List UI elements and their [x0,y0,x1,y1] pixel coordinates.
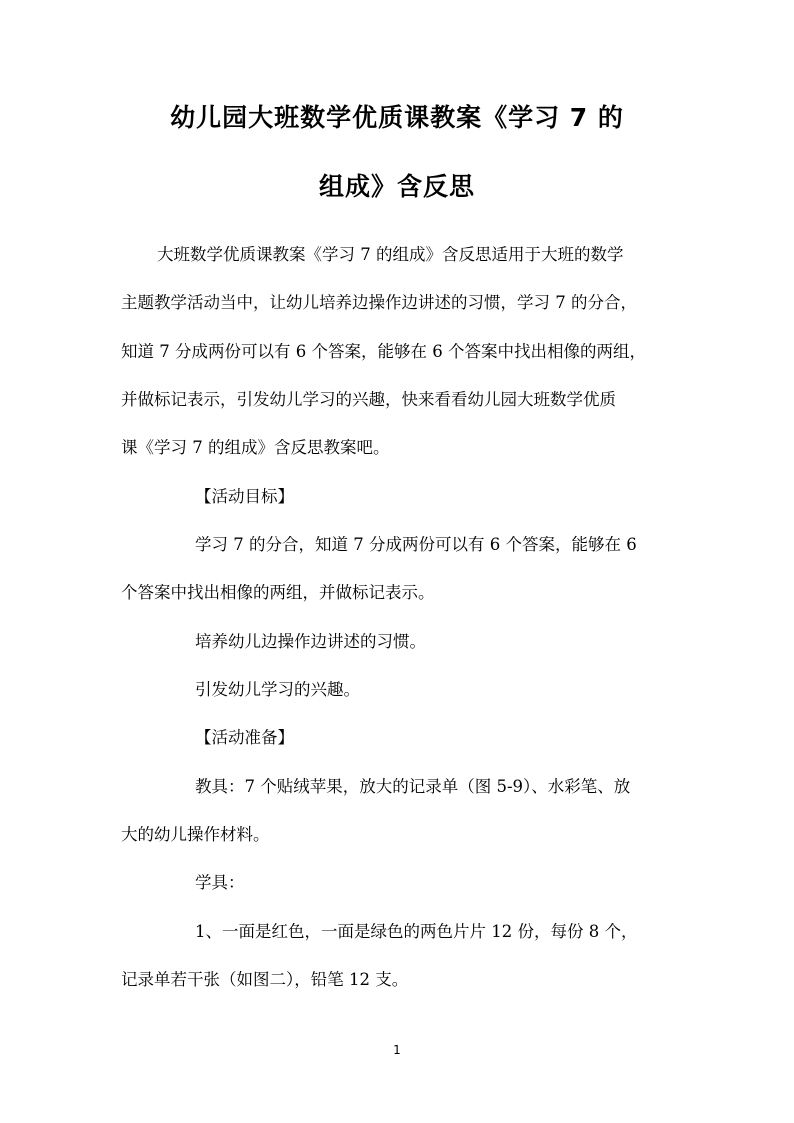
goal-3: 引发幼儿学习的兴趣。 [195,680,360,699]
intro-line-1: 大班数学优质课教案《学习 7 的组成》含反思适用于大班的数学 [157,245,624,264]
prep-teacher-line-1: 教具：7 个贴绒苹果，放大的记录单（图 5-9）、水彩笔、放 [195,777,631,796]
document-title-line-1: 幼儿园大班数学优质课教案《学习 7 的 [170,103,624,132]
intro-line-3: 知道 7 分成两份可以有 6 个答案，能够在 6 个答案中找出相像的两组， [121,342,646,361]
prep-student-1-line-1: 1、一面是红色，一面是绿色的两色片片 12 份，每份 8 个， [195,922,638,941]
goal-1-line-2: 个答案中找出相像的两组，并做标记表示。 [121,583,435,602]
prep-heading: 【活动准备】 [195,728,294,747]
intro-line-4: 并做标记表示，引发幼儿学习的兴趣，快来看看幼儿园大班数学优质 [121,390,616,409]
goal-heading: 【活动目标】 [195,487,294,506]
goal-2: 培养幼儿边操作边讲述的习惯。 [195,632,426,651]
goal-1-line-1: 学习 7 的分合，知道 7 分成两份可以有 6 个答案，能够在 6 [195,535,637,554]
prep-teacher-line-2: 大的幼儿操作材料。 [121,825,270,844]
prep-student-1-line-2: 记录单若干张（如图二），铅笔 12 支。 [121,970,409,989]
prep-student-heading: 学具： [195,873,245,892]
intro-line-5: 课《学习 7 的组成》含反思教案吧。 [121,438,390,457]
document-title-line-2: 组成》含反思 [318,172,475,201]
intro-line-2: 主题教学活动当中，让幼儿培养边操作边讲述的习惯，学习 7 的分合， [121,293,637,312]
page-number: 1 [393,1043,401,1057]
